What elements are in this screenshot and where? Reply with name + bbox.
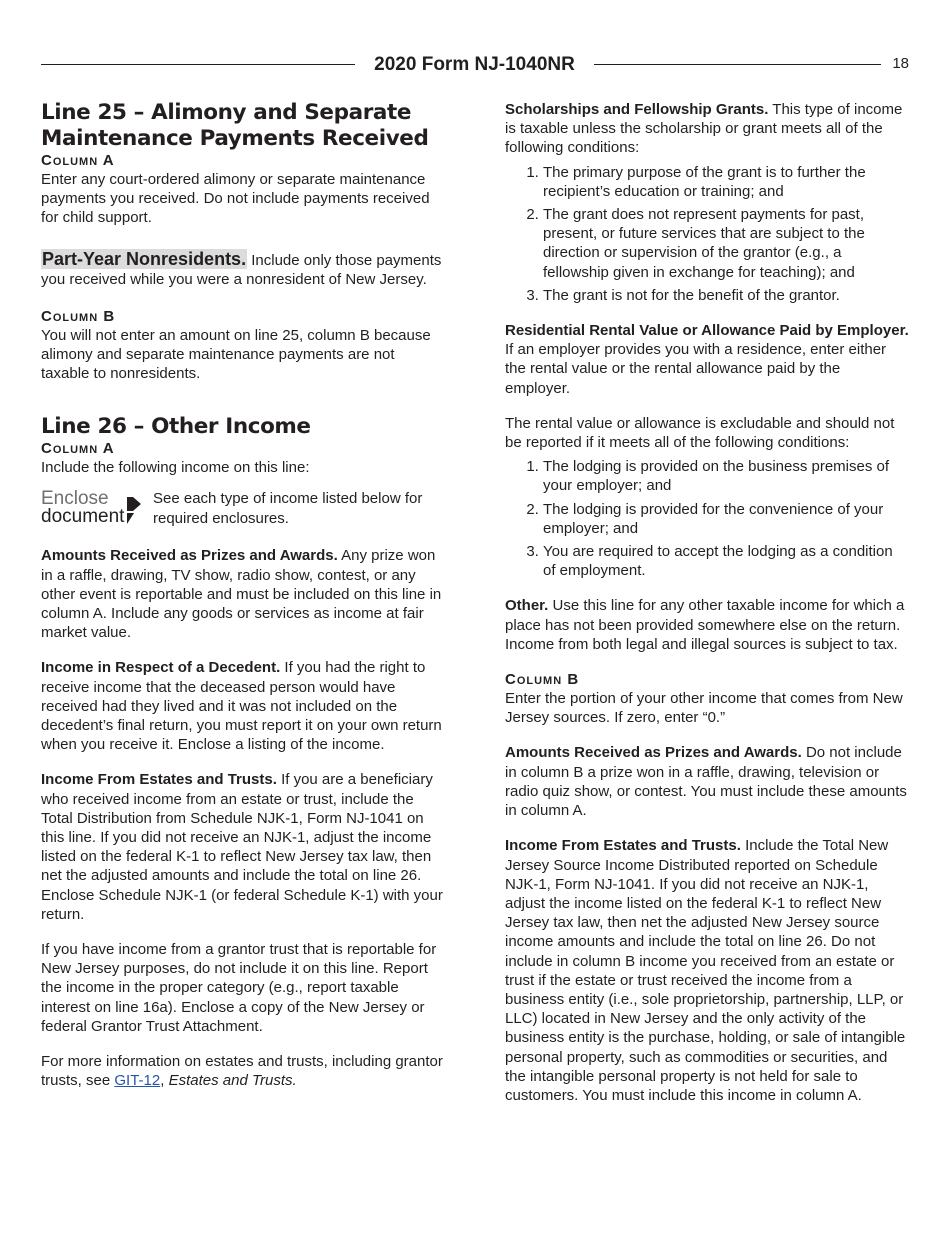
- other-paragraph: [505, 596, 909, 654]
- estates-label: Income From Estates and Trusts.: [41, 771, 277, 789]
- enclose-word: Enclose: [41, 488, 109, 510]
- line26-column-b-label: Column B: [505, 671, 580, 689]
- scholarship-conditions-list: [505, 163, 909, 305]
- list-item: 2. The grant does not represent payments for past, present, or future services that are subject to the direction or supervision of the grantor (e.g., a fellowship given in exchange for teaching); and: [543, 205, 909, 282]
- more-info-title: Estates and Trusts.: [168, 1072, 297, 1090]
- prizes-paragraph: [41, 546, 447, 642]
- estates-text: If you are a beneficiary who received income from an estate or trust, include the Total Distribution from Schedule NJK-1, Form NJ-1041 on this line. If you did not receive an NJK-1, adjust the income listed on the federal K-1 to reflect New Jersey tax law, then net the adjusted amounts and include the total on line 26. Enclose Schedule NJK-1 (or federal Schedule K-1) with your return.: [41, 771, 443, 923]
- enclose-document-note: [41, 489, 447, 529]
- decedent-label: Income in Respect of a Decedent.: [41, 659, 281, 677]
- header-rule-right: [594, 64, 881, 65]
- list-item: 1. The lodging is provided on the business premises of your employer; and: [543, 457, 909, 495]
- enclose-text: See each type of income listed below for required enclosures.: [153, 490, 423, 527]
- line26-heading: Line 26 – Other Income: [41, 413, 311, 439]
- line25-column-a-text: Enter any court-ordered alimony or separate maintenance payments you received. Do not include payments received for child support.: [41, 171, 430, 227]
- grantor-paragraph: If you have income from a grantor trust that is reportable for New Jersey purposes, do not include it on this line. Report the income in the proper category (e.g., report taxable interest on line 16a). Enclose a copy of the New Jersey or federal Grantor Trust Attachment.: [41, 940, 437, 1035]
- scholarships-label: Scholarships and Fellowship Grants.: [505, 101, 769, 118]
- form-title: 2020 Form NJ-1040NR: [374, 54, 575, 75]
- part-year-text: Include only those payments you received while you were a nonresident of New Jersey.: [41, 251, 442, 288]
- document-word: document: [41, 506, 125, 528]
- line26-intro: Include the following income on this line:: [41, 459, 310, 477]
- line26-column-b-text: Enter the portion of your other income that comes from New Jersey sources. If zero, enter “0.”: [505, 690, 903, 727]
- enclose-document-badge: [41, 489, 151, 529]
- scholarships-paragraph: [505, 100, 909, 158]
- more-info-sep: ,: [160, 1072, 169, 1090]
- prizes-b-text: Do not include in column B a prize won in a raffle, drawing, television or radio quiz show, or contest. You must include these amounts in column A.: [505, 744, 907, 820]
- line25-column-b-text: You will not enter an amount on line 25, column B because alimony and separate maintenance payments are not taxable to nonresidents.: [41, 327, 431, 383]
- right-column: [505, 100, 909, 1105]
- header-rule-left: [41, 64, 355, 65]
- line26-column-a-label: Column A: [41, 440, 115, 458]
- estates-b-paragraph: [505, 836, 909, 1105]
- rental-conditions-list: [505, 457, 909, 580]
- decedent-text: If you had the right to receive income that the deceased person would have received had they lived and it was not included on the decedent’s final return, you must report it on your own return when you receive it. Enclose a listing of the income.: [41, 659, 442, 754]
- other-text: Use this line for any other taxable income for which a place has not been provided somewhere else on the return. Income from both legal and illegal sources is subject to tax.: [505, 597, 905, 653]
- left-column: [41, 100, 447, 1090]
- list-item: 2. The lodging is provided for the convenience of your employer; and: [543, 500, 909, 538]
- part-year-paragraph: [41, 250, 447, 289]
- line25-column-b-label: Column B: [41, 308, 116, 326]
- prizes-b-paragraph: [505, 743, 909, 820]
- prizes-text: Any prize won in a raffle, drawing, TV show, radio show, contest, or any other event is reportable and must be included on this line in column A. Include any goods or services as income at fair market value.: [41, 547, 442, 642]
- estates-b-text: Include the Total New Jersey Source Income Distributed reported on Schedule NJK-1, Form NJ-1041. If you did not receive an NJK-1, adjust the income listed on the federal K-1 to reflect New Jersey tax law, then net the adjusted New Jersey source income amounts and include the total on line 26. Do not include in column B income you received from an estate or trust if the estate or trust received the income from a business entity (i.e., sole proprietorship, partnership, LLP, or LLC) located in New Jersey and the only activity of the business entity is the purchase, holding, or sale of intangible personal property, such as commodities or securities, and the intangible personal property is not held for sale to customers. You must include this income in column A.: [505, 837, 906, 1104]
- enclose-arrow-icon: [127, 491, 142, 525]
- scholarships-text: This type of income is taxable unless the scholarship or grant meets all of the following conditions:: [505, 101, 903, 157]
- line25-column-a-label: Column A: [41, 152, 115, 169]
- estates-paragraph: [41, 770, 447, 924]
- prizes-b-label: Amounts Received as Prizes and Awards.: [505, 744, 802, 762]
- more-info-paragraph: [41, 1052, 447, 1090]
- estates-b-label: Income From Estates and Trusts.: [505, 837, 741, 855]
- other-label: Other.: [505, 597, 549, 615]
- rental-text: If an employer provides you with a residence, enter either the rental value or the rental allowance paid by the employer.: [505, 341, 887, 397]
- rental-label: Residential Rental Value or Allowance Paid by Employer.: [505, 322, 909, 340]
- page-number: 18: [892, 55, 909, 72]
- list-item: 3. The grant is not for the benefit of the grantor.: [543, 286, 909, 305]
- more-info-prefix: For more information on estates and trusts, including grantor trusts, see: [41, 1053, 443, 1090]
- page-header: [41, 52, 909, 78]
- prizes-label: Amounts Received as Prizes and Awards.: [41, 547, 338, 565]
- rental-paragraph: [505, 321, 909, 398]
- list-item: 1. The primary purpose of the grant is to further the recipient’s education or training; and: [543, 163, 909, 201]
- rental-conditions-intro: The rental value or allowance is excludable and should not be reported if it meets all of the following conditions:: [505, 414, 895, 452]
- git-12-link[interactable]: GIT-12: [114, 1072, 161, 1090]
- list-item: 3. You are required to accept the lodging as a condition of employment.: [543, 542, 909, 580]
- line25-heading: Line 25 – Alimony and Separate Maintenance Payments Received: [41, 100, 429, 151]
- part-year-label: Part-Year Nonresidents.: [42, 248, 247, 269]
- decedent-paragraph: [41, 658, 447, 754]
